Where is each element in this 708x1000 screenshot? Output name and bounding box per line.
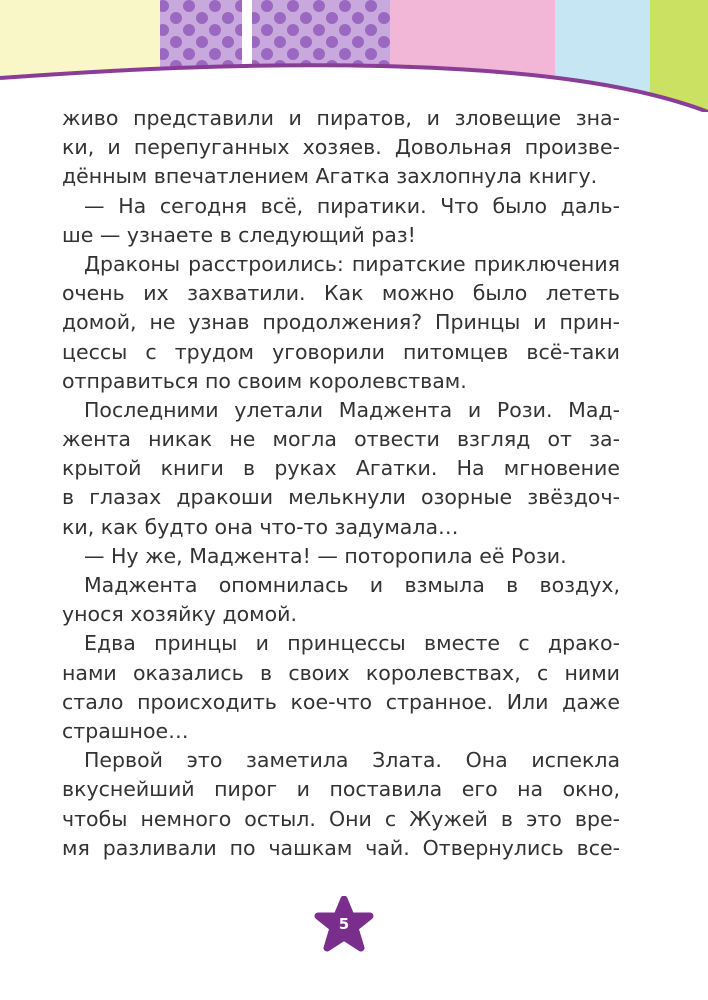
text-line: мя разливали по чашкам чай. Отвернулись все-	[62, 835, 620, 860]
text-line: унося хозяйку домой.	[62, 602, 298, 627]
text-line: Драконы расстроились: пиратские приключения	[84, 251, 620, 276]
text-line: крытой книги в руках Агатки. На мгновение	[62, 456, 620, 481]
text-line: цессы с трудом уговорили питомцев всё-таки	[62, 339, 620, 364]
text-line: Последними улетали Маджента и Рози. Мад-	[84, 397, 620, 422]
cream-stripe	[0, 0, 160, 112]
text-line: вкуснейший пирог и поставила его на окно,	[62, 777, 620, 802]
text-line: в глазах дракоши мелькнули озорные звёздоч-	[62, 485, 620, 510]
text-line: Первой это заметила Злата. Она испекла	[84, 748, 620, 773]
text-line: нами оказались в своих королевствах, с ними	[62, 660, 620, 685]
text-line: дённым впечатлением Агатка захлопнула книгу.	[62, 164, 598, 189]
text-line: очень их захватили. Как можно было лететь	[62, 281, 620, 306]
text-line: домой, не узнав продолжения? Принцы и прин-	[62, 310, 620, 335]
pink-stripe	[390, 0, 555, 112]
text-line: ки, и перепуганных хозяев. Довольная произве-	[62, 135, 620, 160]
text-line: страшное…	[62, 718, 189, 743]
header-pattern	[0, 0, 708, 112]
text-line: чтобы немного остыл. Они с Жужей в это вре-	[62, 806, 620, 831]
page-text	[62, 104, 620, 863]
text-line: — На сегодня всё, пиратики. Что было даль-	[84, 193, 620, 218]
text-line: ки, как будто она что-то задумала…	[62, 514, 459, 539]
text-line: Едва принцы и принцессы вместе с драко-	[84, 631, 620, 656]
text-line: — Ну же, Маджента! — поторопила её Рози.	[84, 543, 567, 568]
decorative-header-strip	[0, 0, 708, 112]
text-line: ше — узнаете в следующий раз!	[62, 222, 416, 247]
blue-stripe	[555, 0, 650, 112]
text-line: стало происходить кое-что странное. Или даже	[62, 689, 620, 714]
text-line: отправиться по своим королевствам.	[62, 368, 467, 393]
white-divider	[242, 0, 252, 112]
page-number: 5	[338, 915, 350, 933]
page-number-badge	[313, 896, 375, 958]
text-line: жента никак не могла отвести взгляд от за-	[62, 427, 620, 452]
text-line: живо представили и пиратов, и зловещие зна-	[62, 106, 620, 130]
text-line: Маджента опомнилась и взмыла в воздух,	[84, 573, 620, 597]
